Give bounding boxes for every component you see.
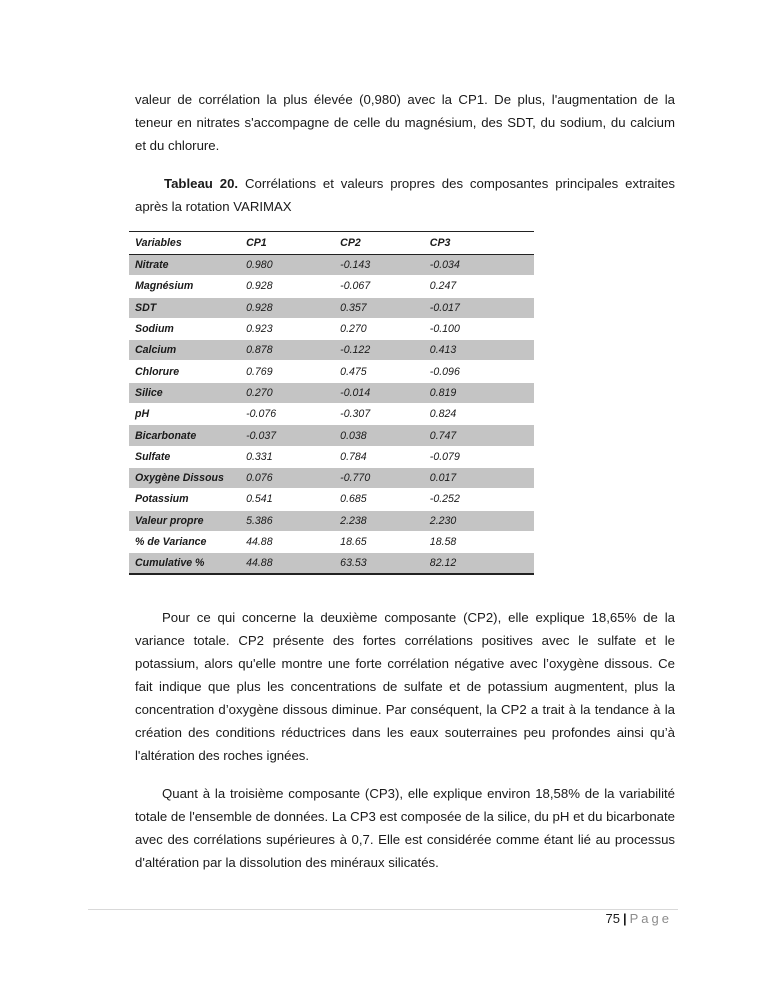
table-cell-variable: Valeur propre — [129, 510, 240, 531]
table-row — [129, 510, 534, 531]
table-cell-value: 0.769 — [240, 361, 334, 382]
table-cell-variable: Nitrate — [129, 255, 240, 276]
paragraph-cp3: Quant à la troisième composante (CP3), elle explique environ 18,58% de la variabilité totale de l'ensemble de données. La CP3 est composée de la silice, du pH et du bicarbonate avec des corrélations supérieures à 0,7. Elle est considérée comme étant lié au processus d'altération par la dissolution des minéraux silicatés. — [135, 786, 675, 870]
table-cell-variable: Sulfate — [129, 446, 240, 467]
table-cell-value: 0.980 — [240, 255, 334, 276]
table-cell-value: 0.357 — [334, 297, 424, 318]
table-cell-value: -0.307 — [334, 404, 424, 425]
table-cell-value: 2.230 — [424, 510, 534, 531]
header-cp3: CP3 — [424, 232, 534, 255]
table-cell-value: 0.685 — [334, 489, 424, 510]
table-cell-variable: Magnésium — [129, 276, 240, 297]
table-cell-value: 82.12 — [424, 553, 534, 575]
table-cell-value: 0.928 — [240, 297, 334, 318]
table-cell-value: 0.819 — [424, 382, 534, 403]
table-cell-value: 0.923 — [240, 318, 334, 339]
table-cell-variable: Oxygène Dissous — [129, 467, 240, 488]
table-row — [129, 297, 534, 318]
table-cell-variable: pH — [129, 404, 240, 425]
table-row — [129, 382, 534, 403]
table-caption — [135, 172, 675, 218]
table-cell-variable: SDT — [129, 297, 240, 318]
footer-separator: | — [622, 911, 627, 926]
table-cell-value: 0.017 — [424, 467, 534, 488]
table-cell-value: 0.824 — [424, 404, 534, 425]
table-cell-value: -0.067 — [334, 276, 424, 297]
page-footer — [0, 911, 672, 926]
table-cell-value: 44.88 — [240, 553, 334, 575]
table-row — [129, 340, 534, 361]
table-cell-value: -0.096 — [424, 361, 534, 382]
table-cell-value: 5.386 — [240, 510, 334, 531]
table-cell-value: -0.076 — [240, 404, 334, 425]
header-cp2: CP2 — [334, 232, 424, 255]
paragraph-cp2: Pour ce qui concerne la deuxième composante (CP2), elle explique 18,65% de la variance totale. CP2 présente des fortes corrélations positives avec le sulfate et le potassium, alors qu'elle montre une forte corrélation négative avec l’oxygène dissous. Ce fait indique que plus les concentrations de sulfate et de potassium augmentent, plus la concentration d’oxygène dissous diminue. Par conséquent, la CP2 a trait à la tendance à la création des conditions réductrices dans les eaux souterraines peu profondes ainsi qu’à l'altération des roches ignées. — [135, 610, 675, 763]
table-header-row — [129, 232, 534, 255]
table-cell-value: 18.65 — [334, 531, 424, 552]
table-cell-value: 18.58 — [424, 531, 534, 552]
table-cell-value: 0.038 — [334, 425, 424, 446]
table-row — [129, 446, 534, 467]
table-cell-value: 0.413 — [424, 340, 534, 361]
table-cell-value: 44.88 — [240, 531, 334, 552]
table-row — [129, 361, 534, 382]
page-number: 75 — [605, 911, 620, 926]
table-row — [129, 318, 534, 339]
paragraph-intro: valeur de corrélation la plus élevée (0,980) avec la CP1. De plus, l'augmentation de la teneur en nitrates s'accompagne de celle du magnésium, des SDT, du sodium, du calcium et du chlorure. — [135, 92, 675, 153]
table-cell-value: -0.034 — [424, 255, 534, 276]
table-cell-value: 0.541 — [240, 489, 334, 510]
table-cell-value: 0.331 — [240, 446, 334, 467]
table-cell-value: -0.770 — [334, 467, 424, 488]
table-cell-value: 0.270 — [240, 382, 334, 403]
table-cell-variable: Silice — [129, 382, 240, 403]
table-cell-value: 0.270 — [334, 318, 424, 339]
table-row — [129, 255, 534, 276]
table-cell-variable: Bicarbonate — [129, 425, 240, 446]
table-cell-value: -0.017 — [424, 297, 534, 318]
table-row — [129, 425, 534, 446]
table-cell-value: -0.014 — [334, 382, 424, 403]
table-body — [129, 255, 534, 575]
header-variables: Variables — [129, 232, 240, 255]
table-cell-value: -0.143 — [334, 255, 424, 276]
table-row — [129, 531, 534, 552]
table-cell-value: 0.928 — [240, 276, 334, 297]
table-cell-value: -0.037 — [240, 425, 334, 446]
table-cell-value: -0.079 — [424, 446, 534, 467]
table-caption-text: Corrélations et valeurs propres des composantes principales extraites après la rotation VARIMAX — [135, 176, 675, 214]
table-cell-value: 2.238 — [334, 510, 424, 531]
table-row — [129, 467, 534, 488]
table-cell-variable: Chlorure — [129, 361, 240, 382]
table-cell-value: 0.878 — [240, 340, 334, 361]
table-cell-value: 0.784 — [334, 446, 424, 467]
table-cell-value: 63.53 — [334, 553, 424, 575]
table-row — [129, 404, 534, 425]
table-cell-value: 0.747 — [424, 425, 534, 446]
table-row — [129, 553, 534, 575]
table-caption-label: Tableau 20. — [164, 176, 239, 191]
table-cell-value: 0.247 — [424, 276, 534, 297]
page-word: Page — [629, 911, 672, 926]
table-row — [129, 489, 534, 510]
table-row — [129, 276, 534, 297]
table-cell-variable: % de Variance — [129, 531, 240, 552]
table-cell-value: -0.100 — [424, 318, 534, 339]
table-cell-variable: Sodium — [129, 318, 240, 339]
header-cp1: CP1 — [240, 232, 334, 255]
footer-divider — [88, 909, 678, 910]
correlation-table — [129, 231, 534, 575]
table-cell-variable: Cumulative % — [129, 553, 240, 575]
table-cell-variable: Potassium — [129, 489, 240, 510]
table-cell-variable: Calcium — [129, 340, 240, 361]
table-cell-value: 0.076 — [240, 467, 334, 488]
table-cell-value: 0.475 — [334, 361, 424, 382]
table-cell-value: -0.122 — [334, 340, 424, 361]
table-cell-value: -0.252 — [424, 489, 534, 510]
